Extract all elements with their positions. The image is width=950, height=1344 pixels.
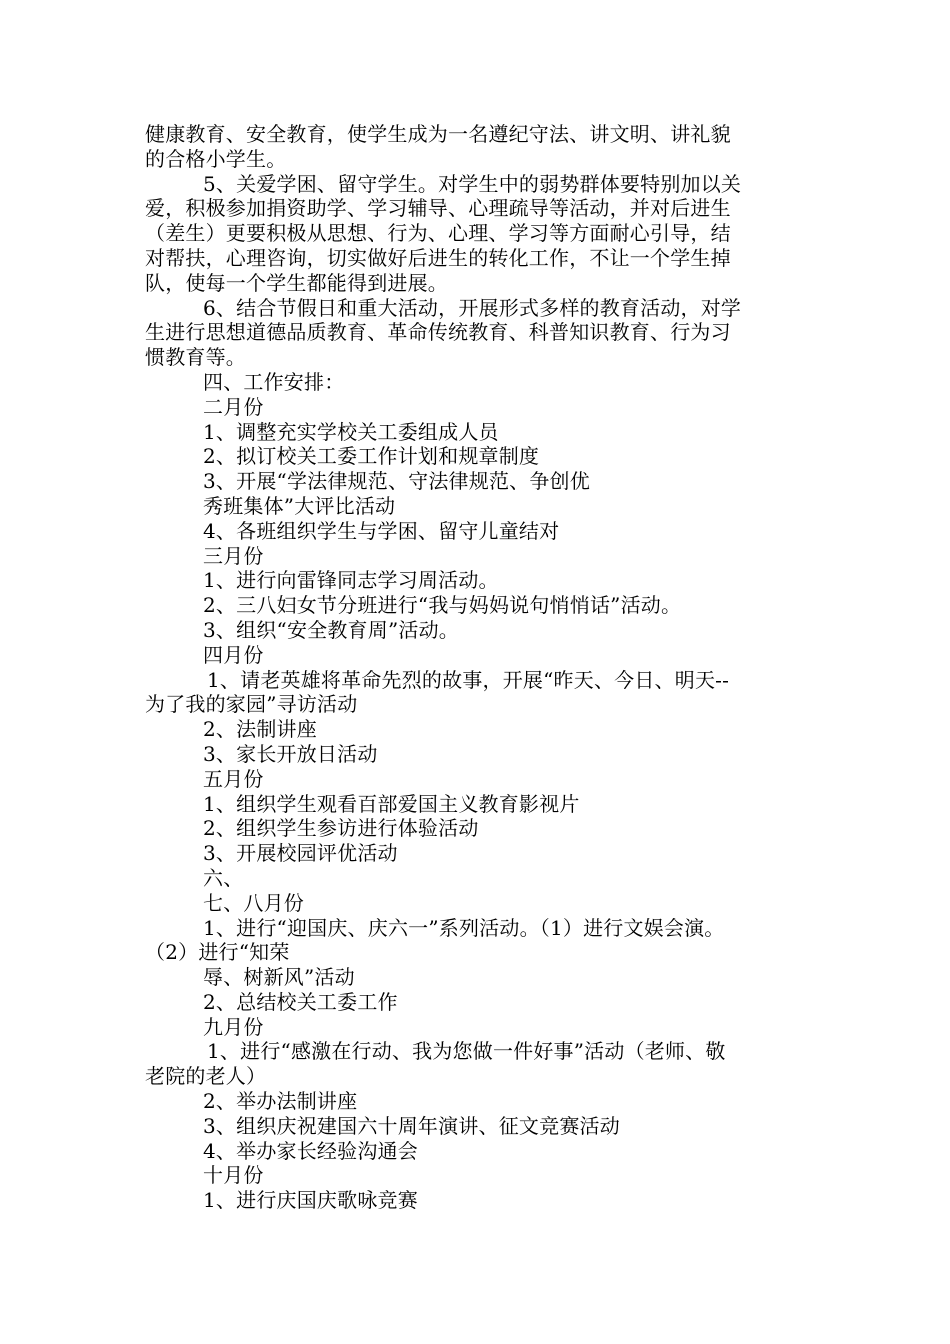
month-heading: 四月份 [203, 642, 264, 667]
text-line: 爱，积极参加捐资助学、学习辅导、心理疏导等活动，并对后进生 [145, 196, 731, 221]
text-line: 生进行思想道德品质教育、革命传统教育、科普知识教育、行为习 [145, 320, 731, 345]
list-item-continued: 为了我的家园”寻访活动 [145, 692, 358, 717]
month-heading: 十月份 [203, 1163, 264, 1188]
list-item: 3、开展校园评优活动 [203, 841, 398, 866]
list-item: 2、组织学生参访进行体验活动 [203, 816, 479, 841]
text-line: 5、关爱学困、留守学生。对学生中的弱势群体要特别加以关 [203, 171, 742, 196]
list-item: 2、三八妇女节分班进行“我与妈妈说句悄悄话”活动。 [203, 593, 682, 618]
list-item: 1、进行庆国庆歌咏竞赛 [203, 1188, 418, 1213]
text-line: （差生）更要积极从思想、行为、心理、学习等方面耐心引导，结 [145, 221, 731, 246]
list-item: 1、请老英雄将革命先烈的故事，开展“昨天、今日、明天-- [207, 667, 730, 692]
list-item: 2、举办法制讲座 [203, 1089, 358, 1114]
document-body [145, 122, 810, 1213]
list-item: 1、组织学生观看百部爱国主义教育影视片 [203, 791, 580, 816]
month-heading: 五月份 [203, 766, 264, 791]
month-heading: 七、八月份 [203, 890, 304, 915]
list-item: 3、组织“安全教育周”活动。 [203, 617, 459, 642]
list-item: 1、进行“感激在行动、我为您做一件好事”活动（老师、敬 [207, 1039, 726, 1064]
text-line: 6、结合节假日和重大活动，开展形式多样的教育活动，对学 [203, 295, 742, 320]
text-line: 对帮扶，心理咨询，切实做好后进生的转化工作，不让一个学生掉 [145, 245, 731, 270]
list-item: 3、家长开放日活动 [203, 741, 378, 766]
list-item-continued: 辱、树新风”活动 [203, 965, 355, 990]
month-heading: 三月份 [203, 543, 264, 568]
list-item: 1、进行向雷锋同志学习周活动。 [203, 568, 499, 593]
month-heading: 二月份 [203, 394, 264, 419]
list-item: 2、总结校关工委工作 [203, 989, 398, 1014]
list-item: 4、各班组织学生与学困、留守儿童结对 [203, 518, 560, 543]
text-line: 健康教育、安全教育，使学生成为一名遵纪守法、讲文明、讲礼貌 [145, 122, 731, 146]
list-item: 3、开展“学法律规范、守法律规范、争创优 [203, 469, 590, 494]
section-heading: 四、工作安排： [203, 369, 345, 394]
list-item: 3、组织庆祝建国六十周年演讲、征文竞赛活动 [203, 1113, 620, 1138]
list-item: 1、进行“迎国庆、庆六一”系列活动。（1）进行文娱会演。 [203, 915, 725, 940]
text-line: 队，使每一个学生都能得到进展。 [145, 270, 448, 295]
text-line: 惯教育等。 [145, 345, 246, 370]
text-line: 的合格小学生。 [145, 146, 287, 171]
month-heading: 九月份 [203, 1014, 264, 1039]
list-item: 4、举办家长经验沟通会 [203, 1138, 418, 1163]
list-item-continued: （2）进行“知荣 [145, 940, 290, 965]
list-item-continued: 秀班集体”大评比活动 [203, 493, 396, 518]
list-item: 2、拟订校关工委工作计划和规章制度 [203, 444, 540, 469]
month-heading: 六、 [203, 865, 244, 890]
list-item-continued: 老院的老人） [145, 1064, 267, 1089]
list-item: 1、调整充实学校关工委组成人员 [203, 419, 499, 444]
list-item: 2、法制讲座 [203, 717, 317, 742]
